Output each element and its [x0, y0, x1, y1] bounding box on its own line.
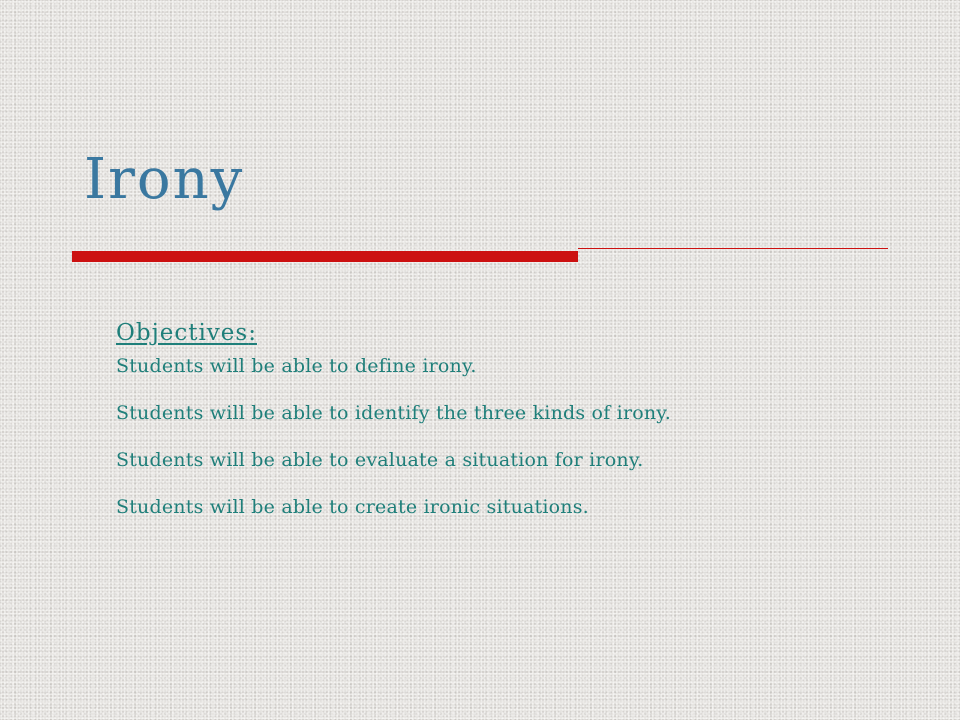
objectives-list	[116, 357, 916, 545]
objective-item: Students will be able to identify the three kinds of irony.	[116, 402, 671, 424]
title-underline-thick	[72, 251, 578, 262]
objective-item: Students will be able to define irony.	[116, 355, 477, 377]
objectives-heading-colon: :	[248, 320, 257, 346]
objective-item: Students will be able to create ironic situations.	[116, 496, 589, 518]
slide-title: Irony	[84, 147, 245, 212]
objective-item: Students will be able to evaluate a situation for irony.	[116, 449, 644, 471]
objectives-heading	[116, 322, 257, 345]
objectives-section	[116, 322, 916, 545]
objectives-heading-text: Objectives	[116, 320, 249, 346]
title-underline-thin	[578, 248, 888, 249]
